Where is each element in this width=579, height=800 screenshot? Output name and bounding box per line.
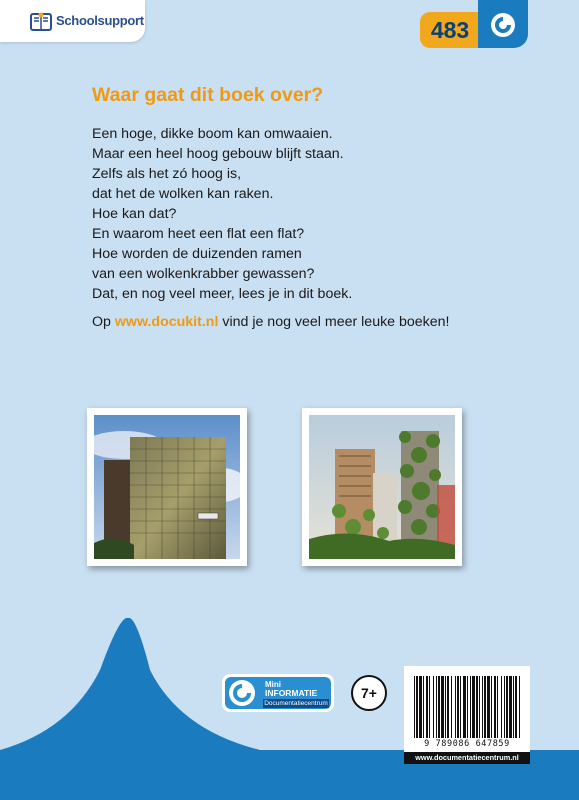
description-line: Hoe worden de duizenden ramen — [92, 246, 302, 262]
barcode-bar — [494, 676, 496, 738]
back-cover-heading: Waar gaat dit boek over? — [92, 84, 324, 106]
barcode-bar — [506, 676, 508, 738]
description-line: Hoe kan dat? — [92, 206, 177, 222]
series-number-badge: 483 — [420, 12, 480, 48]
barcode-bar — [457, 676, 459, 738]
barcode-bar — [460, 676, 461, 738]
barcode-bar — [515, 676, 517, 738]
mini-info-line2: INFORMATIE — [265, 688, 318, 698]
barcode-bar — [467, 676, 468, 738]
series-logo — [478, 0, 528, 48]
barcode-bar — [426, 676, 428, 738]
spiral-mini-icon — [228, 679, 256, 707]
barcode-bar — [497, 676, 498, 738]
barcode-bar — [501, 676, 502, 738]
barcode-bar — [445, 676, 446, 738]
barcode-bar — [436, 676, 437, 738]
publisher-name: Schoolsupport — [56, 13, 144, 28]
photo-glass-building — [87, 408, 247, 566]
barcode — [404, 666, 530, 758]
barcode-bar — [429, 676, 430, 738]
barcode-bar — [482, 676, 483, 738]
barcode-bar — [476, 676, 478, 738]
promo-prefix: Op — [92, 314, 115, 330]
promo-text — [92, 314, 450, 330]
barcode-bar — [441, 676, 444, 738]
description-line: dat het de wolken kan raken. — [92, 186, 274, 202]
description-line: Een hoge, dikke boom kan omwaaien. — [92, 126, 333, 142]
barcode-bar — [479, 676, 480, 738]
promo-suffix: vind je nog veel meer leuke boeken! — [218, 314, 450, 330]
barcode-bar — [438, 676, 440, 738]
barcode-bar — [463, 676, 466, 738]
barcode-bar — [491, 676, 492, 738]
barcode-bar — [470, 676, 471, 738]
barcode-bar — [447, 676, 449, 738]
description-line: Dat, en nog veel meer, lees je in dit boek. — [92, 286, 353, 302]
description-line: van een wolkenkrabber gewassen? — [92, 266, 315, 282]
photo-green-towers — [302, 408, 462, 566]
barcode-bar — [419, 676, 422, 738]
barcode-bars — [412, 676, 522, 738]
description-line: Zelfs als het zó hoog is, — [92, 166, 242, 182]
docukit-link[interactable]: www.docukit.nl — [114, 314, 219, 330]
website-url[interactable]: www.documentatiecentrum.nl — [404, 752, 530, 764]
barcode-bar — [519, 676, 520, 738]
mini-informatie-logo — [222, 674, 334, 712]
barcode-bar — [487, 676, 490, 738]
mini-info-line1: Mini — [265, 680, 281, 689]
barcode-bar — [414, 676, 415, 738]
barcode-bar — [451, 676, 452, 738]
age-rating-badge: 7+ — [351, 675, 387, 711]
description-text — [92, 124, 512, 304]
publisher-tab — [0, 0, 145, 42]
description-line: Maar een heel hoog gebouw blijft staan. — [92, 146, 344, 162]
barcode-bar — [423, 676, 424, 738]
book-logo-icon — [30, 12, 52, 32]
barcode-bar — [455, 676, 456, 738]
glass-building-image — [94, 415, 240, 559]
description-line: En waarom heet een flat een flat? — [92, 226, 305, 242]
barcode-bar — [513, 676, 514, 738]
barcode-bar — [433, 676, 434, 738]
barcode-bar — [416, 676, 418, 738]
barcode-bar — [472, 676, 475, 738]
green-towers-image — [309, 415, 455, 559]
spiral-logo-icon — [490, 12, 516, 38]
isbn-number: 9 789086 647859 — [424, 739, 510, 749]
barcode-bar — [504, 676, 505, 738]
barcode-bar — [509, 676, 512, 738]
mini-info-line3: Documentatiecentrum — [264, 700, 328, 707]
barcode-bar — [484, 676, 486, 738]
